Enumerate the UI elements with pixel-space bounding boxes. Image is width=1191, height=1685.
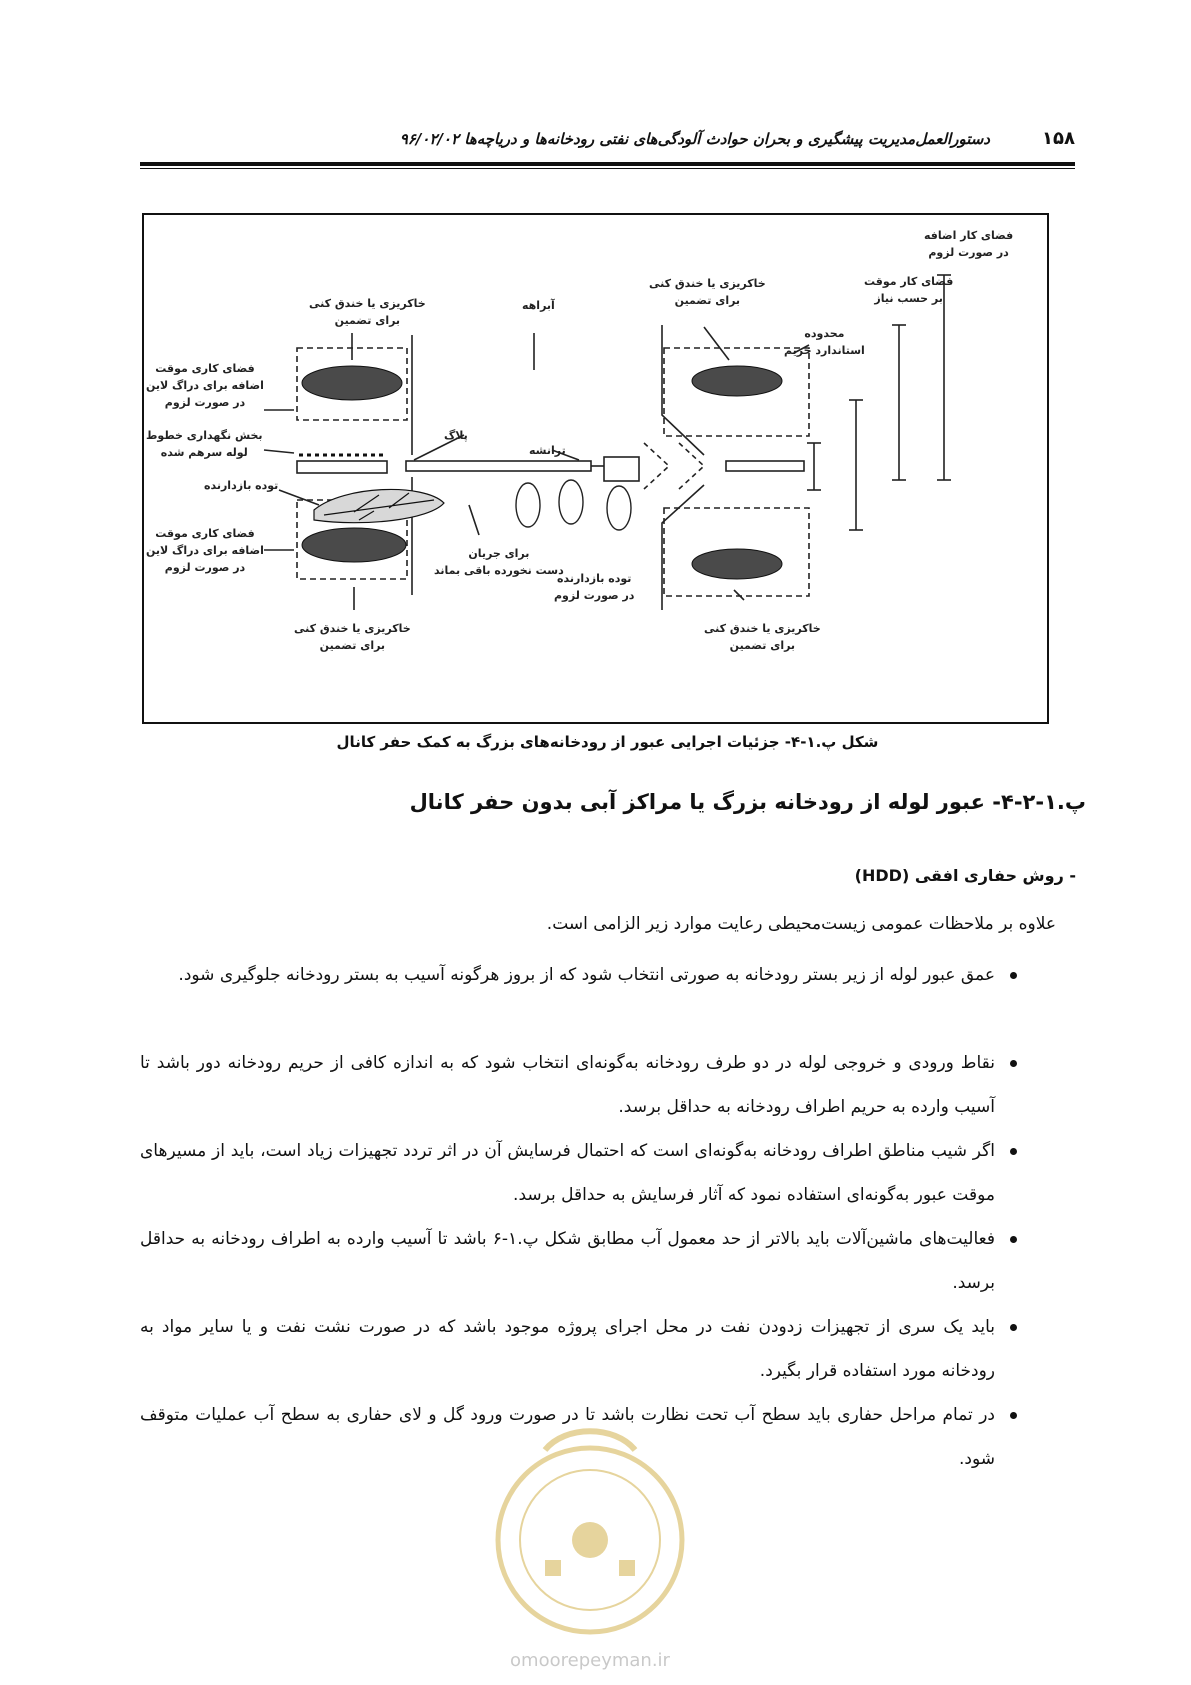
list-item [140, 953, 1075, 1041]
bullet-icon [1010, 1236, 1017, 1243]
label-flow-undisturbed: برای جریان دست نخورده باقی بماند [434, 547, 564, 577]
label-temp-work-space: فضای کار موقت بر حسب نیاز [864, 275, 954, 305]
bullet-icon [1010, 1148, 1017, 1155]
header-rule [140, 162, 1075, 166]
list-item [140, 1041, 1075, 1129]
spoil-pile-bottom-left [302, 528, 406, 562]
list-item [140, 1217, 1075, 1305]
bullet-icon [1010, 1060, 1017, 1067]
page-header [140, 128, 1075, 154]
pipe-right [726, 461, 804, 471]
label-top-right-trench: خاکریزی یا خندق کنی برای تضمین [649, 277, 766, 307]
label-bottom-right-trench: خاکریزی یا خندق کنی برای تضمین [704, 622, 821, 652]
label-left-temp-space-top: فضای کاری موقت اضافه برای دراگ لاین در صورت لزوم [146, 362, 264, 409]
list-item-text: فعالیت‌های ماشین‌آلات باید بالاتر از حد معمول آب مطابق شکل پ.۱-۶ باشد تا آسیب وارده به اطراف رودخانه به حداقل برسد. [140, 1229, 995, 1293]
label-plug: پلاگ [444, 429, 468, 442]
label-top-left-trench: خاکریزی یا خندق کنی برای تضمین [309, 297, 426, 327]
list-item [140, 1129, 1075, 1217]
bullet-icon [1010, 972, 1017, 979]
list-item [140, 1393, 1075, 1481]
running-title: دستورالعمل‌مدیریت پیشگیری و بحران حوادث آلودگی‌های نفتی رودخانه‌ها و دریاچه‌ها ۹۶/۰۲/۰۲ [399, 130, 990, 148]
retaining-pile [314, 489, 444, 522]
flow-ovals [516, 480, 631, 530]
subheading: - روش حفاری افقی (HDD) [854, 866, 1076, 885]
requirements-list [140, 953, 1075, 1481]
pipe-head [604, 457, 639, 481]
list-item-text: در تمام مراحل حفاری باید سطح آب تحت نظارت باشد تا در صورت ورود گل و لای حفاری به سطح آب عملیات متوقف شود. [140, 1405, 995, 1469]
bullet-icon [1010, 1412, 1017, 1419]
spoil-pile-top-left [302, 366, 402, 400]
label-left-temp-space-bottom: فضای کاری موقت اضافه برای دراگ لاین در صورت لزوم [146, 527, 264, 574]
label-trench: ترانشه [529, 444, 566, 457]
label-spoil-pile: توده بازدارنده [204, 479, 279, 492]
label-standard-boundary: محدوده استاندارد حریم [784, 327, 865, 357]
intro-paragraph: علاوه بر ملاحظات عمومی زیست‌محیطی رعایت موارد زیر الزامی است. [546, 914, 1056, 934]
pipe-crossing [406, 461, 591, 471]
figure-caption: شکل پ.۱-۴- جزئیات اجرایی عبور از رودخانه‌های بزرگ به کمک حفر کانال [336, 733, 879, 751]
watermark-site: omoorepeyman.ir [510, 1650, 670, 1671]
page-number: ۱۵۸ [1042, 128, 1075, 149]
section-heading: پ.۱-۲-۴- عبور لوله از رودخانه بزرگ یا مراکز آبی بدون حفر کانال [409, 790, 1086, 814]
list-item-text: نقاط ورودی و خروجی لوله در دو طرف رودخانه به‌گونه‌ای انتخاب شود که به اندازه کافی از حریم رودخانه دور باشد تا آسیب وارده به حریم اطراف رودخانه به حداقل برسد. [140, 1053, 995, 1117]
label-flow: آبراهه [522, 299, 555, 312]
spoil-pile-bottom-right [692, 549, 782, 579]
label-spoil-if-needed: توده بازدارنده در صورت لزوم [554, 572, 635, 602]
header-rule-thin [140, 168, 1075, 169]
list-item-text: عمق عبور لوله از زیر بستر رودخانه به صورتی انتخاب شود که از بروز هرگونه آسیب به بستر رودخانه جلوگیری شود. [178, 965, 995, 985]
label-pipe-section: بخش نگهداری خطوط لوله سرهم شده [146, 429, 263, 459]
river-crossing-diagram [142, 213, 1049, 724]
bullet-icon [1010, 1324, 1017, 1331]
list-item-text: اگر شیب مناطق اطراف رودخانه به‌گونه‌ای است که احتمال فرسایش آن در اثر تردد تجهیزات زیاد است، باید از مسیرهای موقت عبور به‌گونه‌ای استفاده نمود که آثار فرسایش به حداقل برسد. [140, 1141, 995, 1205]
label-bottom-left-trench: خاکریزی یا خندق کنی برای تضمین [294, 622, 411, 652]
list-item-text: باید یک سری از تجهیزات زدودن نفت در محل اجرای پروژه موجود باشد که در صورت نشت نفت و یا سایر مواد به رودخانه مورد استفاده قرار بگیرد. [140, 1317, 995, 1381]
list-item [140, 1305, 1075, 1393]
bank-right-bottom [662, 485, 704, 610]
pipe-section [297, 461, 387, 473]
label-extra-work-space: فضای کار اضافه در صورت لزوم [924, 229, 1014, 259]
spoil-pile-top-right [692, 366, 782, 396]
